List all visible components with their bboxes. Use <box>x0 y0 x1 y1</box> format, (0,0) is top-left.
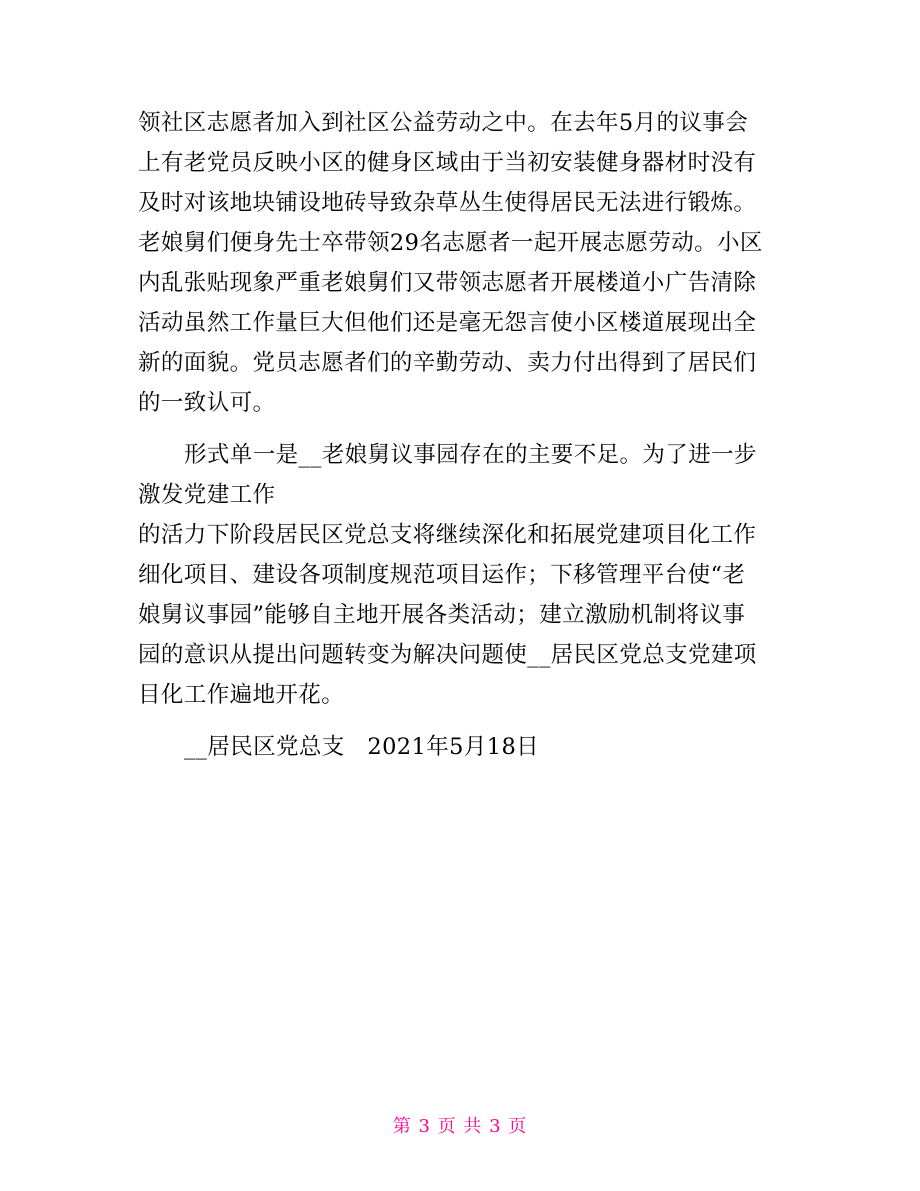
text-line: 的活力下阶段居民区党总支将继续深化和拓展党建项目化工作 <box>138 522 757 548</box>
text-line: 目化工作遍地开花。 <box>138 682 345 708</box>
text-line: 新的面貌。党员志愿者们的辛勤劳动、卖力付出得到了居民们 <box>138 350 757 376</box>
signature-block <box>138 727 788 767</box>
text-line: 老娘舅们便身先士卒带领29名志愿者一起开展志愿劳动。小区 <box>138 230 763 256</box>
text-line: 及时对该地块铺设地砖导致杂草丛生使得居民无法进行锻炼。 <box>138 190 757 216</box>
document-body <box>138 103 788 767</box>
text-line: 的一致认可。 <box>138 390 276 416</box>
text-line: 细化项目、建设各项制度规范项目运作；下移管理平台使“老 <box>138 562 746 588</box>
paragraph-1 <box>138 103 788 423</box>
page-footer: 第 3 页 共 3 页 <box>392 1116 528 1137</box>
text-line: 领社区志愿者加入到社区公益劳动之中。在去年5月的议事会 <box>138 110 749 136</box>
text-line: 娘舅议事园”能够自主地开展各类活动；建立激励机制将议事 <box>138 602 746 628</box>
text-line: 园的意识从提出问题转变为解决问题使__居民区党总支党建项 <box>138 642 757 668</box>
paragraph-3 <box>138 515 788 715</box>
text-line: 形式单一是__老娘舅议事园存在的主要不足。为了进一步 <box>184 442 757 468</box>
text-line: 内乱张贴现象严重老娘舅们又带领志愿者开展楼道小广告清除 <box>138 270 757 296</box>
text-line: 上有老党员反映小区的健身区域由于当初安装健身器材时没有 <box>138 150 757 176</box>
signature-line: __居民区党总支 2021年5月18日 <box>184 734 540 760</box>
text-line: 活动虽然工作量巨大但他们还是毫无怨言使小区楼道展现出全 <box>138 310 757 336</box>
paragraph-2 <box>138 435 788 515</box>
text-line: 激发党建工作 <box>138 482 276 508</box>
